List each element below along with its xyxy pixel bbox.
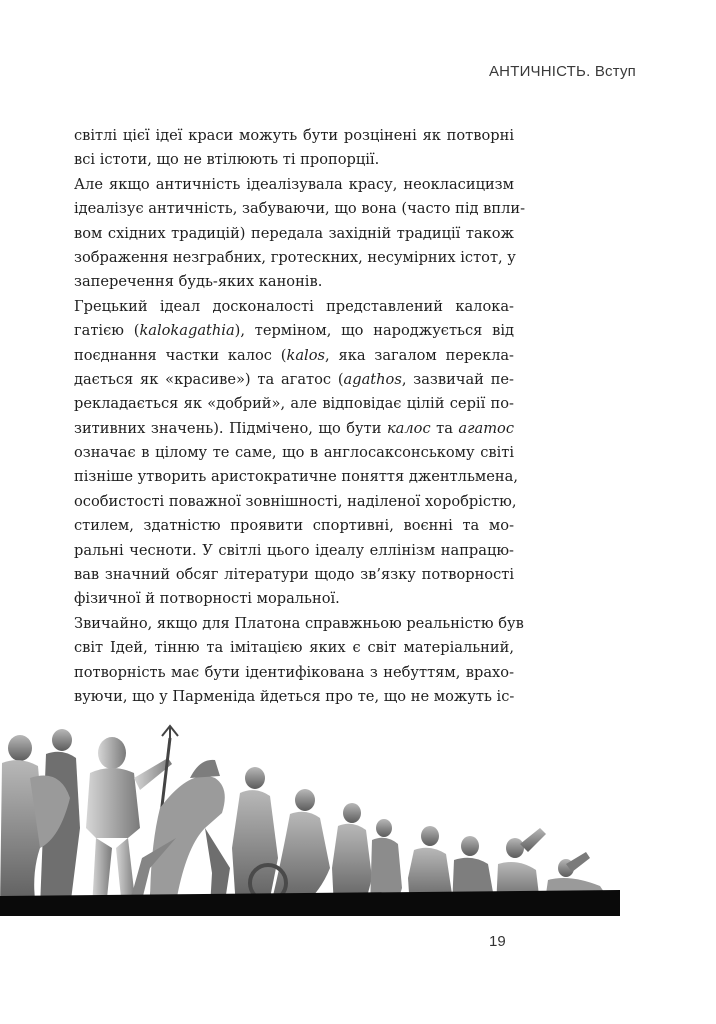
- text-segment: заперечення будь-яких канонів.: [74, 273, 323, 291]
- sculpture-frieze-illustration: [0, 718, 620, 916]
- text-line: [74, 539, 514, 563]
- text-line: [74, 612, 524, 636]
- page-number: 19: [489, 933, 506, 950]
- text-line: [74, 465, 518, 489]
- italic-term: kalos: [286, 346, 325, 364]
- text-segment: Звичайно, якщо для Платона справжньою реальністю був: [74, 614, 524, 632]
- italic-term: kalokagathia: [139, 322, 235, 340]
- text-line: [74, 636, 514, 660]
- text-segment: зитивних значень). Підмічено, що бути: [74, 419, 387, 437]
- text-line: [74, 246, 514, 270]
- text-line: [74, 685, 514, 709]
- statue-left-group: [0, 729, 80, 908]
- text-segment: ральні чесноти. У світлі цього ідеалу еллінізм напрацю-: [74, 541, 514, 559]
- text-line: [74, 222, 514, 246]
- italic-term: агатос: [458, 419, 514, 437]
- text-segment: стилем, здатністю проявити спортивні, воєнні та мо-: [74, 517, 514, 535]
- text-segment: особистості поважної зовнішності, наділеної хоробрістю,: [74, 492, 517, 510]
- text-segment: фізичної й потворності моральної.: [74, 590, 340, 608]
- text-line: [74, 197, 526, 221]
- text-segment: дається як «красиве») та агатос (: [74, 370, 344, 388]
- text-segment: потворність має бути ідентифікована з небуттям, врахо-: [74, 663, 514, 681]
- text-segment: світ Ідей, тінню та імітацією яких є світ матеріальний,: [74, 639, 514, 657]
- text-line: [74, 514, 514, 538]
- text-line: [74, 270, 514, 294]
- text-line: [74, 417, 514, 441]
- text-segment: світлі цієї ідеї краси можуть бути розцінені як потворні: [74, 127, 514, 144]
- text-segment: вом східних традицій) передала західній традиції також: [74, 224, 514, 242]
- text-segment: , зазвичай пе-: [401, 370, 514, 388]
- text-line: [74, 173, 514, 197]
- text-segment: та: [430, 419, 459, 437]
- text-segment: Але якщо античність ідеалізувала красу, неокласицизм: [74, 175, 514, 193]
- text-segment: пізніше утворить аристократичне поняття джентльмена,: [74, 468, 518, 486]
- text-line: [74, 295, 514, 319]
- text-line: [74, 344, 514, 368]
- text-segment: рекладається як «добрий», але відповідає цілій серії по-: [74, 395, 514, 413]
- text-segment: поєднання частки калос (: [74, 346, 287, 364]
- text-line: [74, 148, 514, 172]
- text-line: [74, 490, 517, 514]
- text-line: [74, 441, 514, 465]
- body-text: [74, 124, 526, 709]
- text-segment: ), терміном, що народжується від: [234, 322, 514, 340]
- text-line: [74, 563, 514, 587]
- text-line: [74, 392, 514, 416]
- text-segment: означає в цілому те саме, що в англосаксонському світі: [74, 444, 514, 462]
- text-segment: Грецький ідеал досконалості представлений калока-: [74, 297, 514, 315]
- text-segment: гатією (: [74, 322, 140, 340]
- text-line: [74, 368, 514, 392]
- text-line: [74, 587, 514, 611]
- text-segment: зображення незграбних, гротескних, несумірних істот, у: [74, 248, 516, 266]
- text-line: [74, 661, 514, 685]
- text-line: [74, 124, 514, 148]
- running-header: АНТИЧНІСТЬ. Вступ: [488, 63, 636, 80]
- statue-middle-group: [232, 767, 402, 908]
- italic-term: калос: [386, 419, 431, 437]
- text-line: [74, 319, 514, 343]
- italic-term: agathos: [343, 370, 402, 388]
- text-segment: всі істоти, що не втілюють ті пропорції.: [74, 151, 380, 169]
- text-segment: ідеалізує античність, забуваючи, що вона (часто під впли-: [74, 200, 526, 218]
- text-segment: , яка загалом перекла-: [325, 346, 514, 364]
- text-segment: вав значний обсяг літератури щодо зв’язку потворності: [74, 566, 514, 584]
- text-segment: вуючи, що у Парменіда йдеться про те, що не можуть іс-: [74, 687, 515, 705]
